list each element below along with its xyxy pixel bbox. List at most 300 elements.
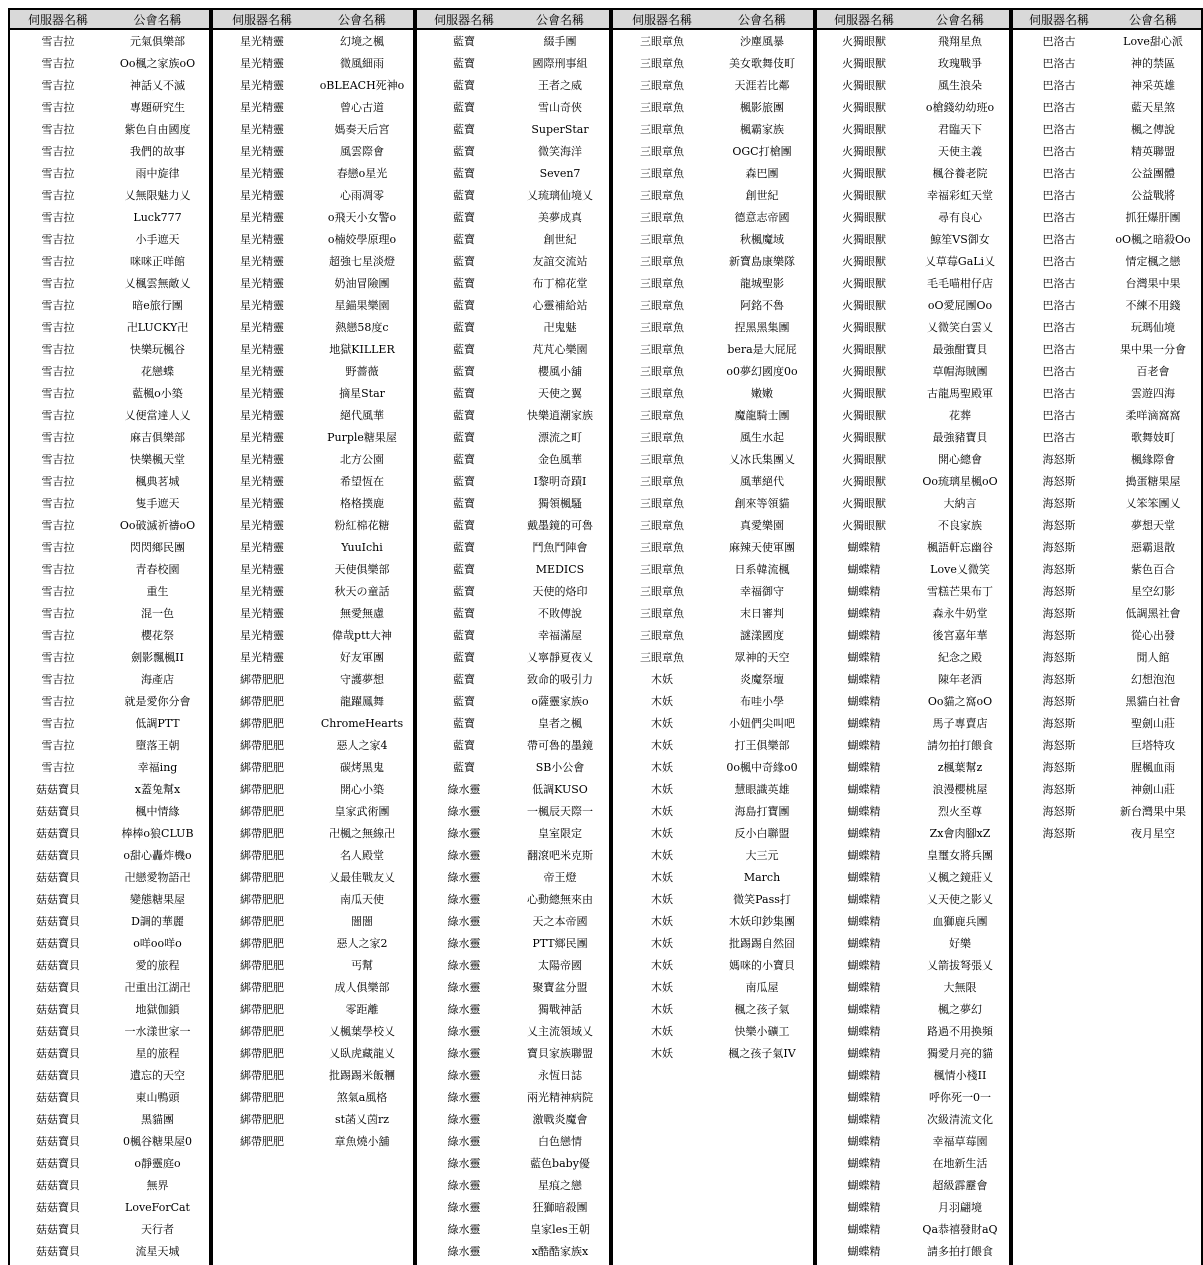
guild-name-cell: 次級清流文化 [927,1113,993,1126]
table-row [613,844,813,866]
guild-name-cell: 無界 [146,1179,169,1192]
guild-name-cell: 情定楓之戀 [1125,255,1181,268]
guild-name-cell: 國際刑事組 [532,57,588,70]
table-row [1013,52,1201,74]
table-row [417,822,609,844]
guild-name-cell: 乂草莓GaLi乂 [924,255,996,268]
server-name-cell: 藍寶 [453,79,475,92]
guild-name-cell: 帶可魯的墨鏡 [527,739,593,752]
server-name-cell: 綁帶肥肥 [240,959,284,972]
table-row [817,1042,1009,1064]
guild-name-cell: 海島打寶團 [734,805,790,818]
guild-name-cell: 天行者 [141,1223,174,1236]
table-header [613,8,813,30]
server-name-cell: 星光精靈 [240,497,284,510]
guild-name-cell: 章魚燒小舖 [334,1135,390,1148]
table-header [213,8,413,30]
server-name-cell: 火獨眼獸 [842,79,886,92]
table-group [8,8,211,1265]
guild-name-cell: 戴墨鏡的可魯 [527,519,593,532]
server-name-cell: 菇菇寶貝 [36,915,80,928]
table-row [10,536,209,558]
server-name-cell: 菇菇寶貝 [36,981,80,994]
table-row [417,690,609,712]
server-name-cell: 蝴蝶精 [847,1201,881,1214]
guild-name-cell: 紀念之殿 [938,651,982,664]
table-row [1013,536,1201,558]
guild-name-cell: 櫻花祭 [141,629,174,642]
table-row [417,206,609,228]
table-row [1013,250,1201,272]
guild-name-cell: 春戀o星光 [336,167,388,180]
table-row [613,96,813,118]
server-name-cell: 星光精靈 [240,35,284,48]
table-row [417,294,609,316]
server-name-cell: 藍寶 [453,431,475,444]
server-name-cell: 三眼章魚 [640,431,684,444]
server-name-cell: 綠水靈 [447,783,481,796]
guild-name-cell: 黑貓團 [141,1113,174,1126]
guild-name-cell: 麻辣天使軍團 [729,541,795,554]
table-row [817,822,1009,844]
guild-name-cell: 花葬 [949,409,971,422]
table-row [817,228,1009,250]
guild-name-cell: 致命的吸引力 [527,673,593,686]
table-row [10,910,209,932]
server-name-cell: 星光精靈 [240,387,284,400]
guild-name-cell: 捏黑黑集團 [734,321,790,334]
server-name-cell: 藍寶 [453,255,475,268]
table-row [817,646,1009,668]
server-name-cell: 三眼章魚 [640,343,684,356]
guild-name-cell: 毛毛喵柑仔店 [927,277,993,290]
server-name-cell: 三眼章魚 [640,629,684,642]
guild-name-cell: 大三元 [745,849,779,862]
table-row [10,954,209,976]
guild-name-cell: 楓之傳說 [1131,123,1175,136]
server-name-cell: 藍寶 [453,189,475,202]
server-name-cell: 火獨眼獸 [842,145,886,158]
server-name-cell: 木妖 [651,1047,673,1060]
server-name-cell: 火獨眼獸 [842,497,886,510]
server-name-cell: 藍寶 [453,343,475,356]
server-name-cell: 藍寶 [453,607,475,620]
guild-name-cell: 南瓜屋 [745,981,779,994]
table-row [417,844,609,866]
table-row [10,888,209,910]
server-name-cell: 星光精靈 [240,277,284,290]
server-name-cell: 綁帶肥肥 [240,871,284,884]
server-name-cell: 海怒斯 [1042,695,1076,708]
table-row [10,492,209,514]
server-name-cell: 菇菇寶貝 [36,1047,80,1060]
guild-name-cell: 乂琉璃仙境乂 [527,189,593,202]
guild-name-cell: 楓典茗城 [135,475,180,488]
table-row [213,1020,413,1042]
table-row [613,822,813,844]
guild-name-cell: 重生 [146,585,169,598]
server-name-cell: 星光精靈 [240,541,284,554]
table-row [417,1218,609,1240]
table-row [613,998,813,1020]
server-name-cell: 火獨眼獸 [842,431,886,444]
server-name-cell: 蝴蝶精 [847,1135,881,1148]
server-name-cell: 綁帶肥肥 [240,673,284,686]
guild-name-cell: 快樂小礦工 [734,1025,790,1038]
table-row [213,1042,413,1064]
table-row [817,1064,1009,1086]
guild-name-cell: o槍錢幼幼班o [925,101,995,114]
guild-name-cell: 月羽翩境 [938,1201,982,1214]
server-name-cell: 木妖 [651,673,673,686]
server-name-cell: 巴洛古 [1042,101,1076,114]
guild-name-cell: 天使的烙印 [532,585,588,598]
table-row [613,338,813,360]
table-row [817,756,1009,778]
server-name-cell: 藍寶 [453,497,475,510]
table-row [817,448,1009,470]
guild-name-cell: Qa恭禧發財aQ [922,1223,998,1236]
table-row [417,602,609,624]
table-row [817,734,1009,756]
table-row [213,360,413,382]
guild-name-cell: March [743,870,781,884]
server-name-cell: 火獨眼獸 [842,343,886,356]
guild-name-cell: 歌舞妓町 [1131,431,1175,444]
guild-name-cell: 創世紀 [543,233,577,246]
table-row [417,1196,609,1218]
server-name-cell: 綠水靈 [447,1223,481,1236]
guild-name-cell: 快樂楓天堂 [130,453,185,466]
guild-name-cell: 碳烤黑鬼 [340,761,384,774]
guild-name-cell: 好樂 [949,937,971,950]
table-row [417,778,609,800]
table-row [213,998,413,1020]
server-name-cell: 藍寶 [453,35,475,48]
server-name-cell: 火獨眼獸 [842,35,886,48]
server-name-cell: 星光精靈 [240,233,284,246]
server-name-cell: 木妖 [651,805,673,818]
table-group [611,8,815,1265]
guild-name-cell: 星錨果樂園 [334,299,390,312]
guild-name-cell: 雪山奇俠 [538,101,582,114]
table-row [817,536,1009,558]
table-row [417,338,609,360]
table-row [817,866,1009,888]
table-row [10,74,209,96]
server-name-cell: 綠水靈 [447,1069,481,1082]
server-name-cell: 三眼章魚 [640,409,684,422]
server-name-cell: 綁帶肥肥 [240,805,284,818]
table-row [1013,272,1201,294]
guild-name-cell: PTT鄉民團 [532,937,588,950]
server-name-cell: 菇菇寶貝 [36,805,80,818]
server-name-cell: 藍寶 [453,277,475,290]
guild-name-cell: Oo貓之窩oO [927,695,993,708]
table-row [817,184,1009,206]
guild-name-cell: 嫩嫩 [751,387,773,400]
table-row [1013,96,1201,118]
guild-name-cell: 0o楓中奇緣o0 [726,761,798,774]
server-name-cell: 雪吉拉 [41,189,75,202]
guild-name-cell: 古龍馬聖殿軍 [927,387,993,400]
guild-name-cell: 乂最佳戰友乂 [329,871,395,884]
table-row [10,1064,209,1086]
table-row [10,998,209,1020]
server-name-cell: 巴洛古 [1042,35,1076,48]
table-row [613,426,813,448]
server-name-cell: 蝴蝶精 [847,805,881,818]
server-name-cell: 藍寶 [453,739,475,752]
server-name-cell: 巴洛古 [1042,409,1076,422]
server-name-cell: 菇菇寶貝 [36,1179,80,1192]
server-name-cell: 三眼章魚 [640,57,684,70]
server-name-cell: 綠水靈 [447,871,481,884]
table-row [213,1108,413,1130]
guild-name-cell: Zx會肉腳xZ [929,827,991,840]
server-name-cell: 木妖 [651,1025,673,1038]
table-row [213,800,413,822]
server-name-cell: 火獨眼獸 [842,101,886,114]
table-row [213,382,413,404]
server-name-cell: 雪吉拉 [41,497,75,510]
server-name-cell: 蝴蝶精 [847,695,881,708]
guild-name-cell: 王者之威 [538,79,582,92]
table-row [817,118,1009,140]
server-name-cell: 蝴蝶精 [847,739,881,752]
table-row [817,140,1009,162]
guild-name-cell: 天使之翼 [538,387,582,400]
table-row [10,580,209,602]
guild-name-cell: 夜月星空 [1131,827,1175,840]
table-row [10,1218,209,1240]
server-name-cell: 蝴蝶精 [847,1069,881,1082]
guild-name-cell: 綴手團 [543,35,577,48]
guild-name-cell: 絕代風華 [340,409,384,422]
server-name-cell: 菇菇寶貝 [36,1223,80,1236]
guild-name-cell: 森永牛奶堂 [932,607,988,620]
table-row [417,580,609,602]
guild-name-cell: 卍戀愛物語卍 [124,871,191,884]
guild-name-cell: 地獄KILLER [329,343,395,356]
table-row [417,140,609,162]
server-name-cell: 蝴蝶精 [847,1113,881,1126]
server-name-cell: 巴洛古 [1042,255,1076,268]
server-name-cell: 雪吉拉 [41,211,75,224]
table-row [417,1240,609,1262]
guild-name-cell: 眾神的天空 [734,651,790,664]
server-name-cell: 雪吉拉 [41,123,75,136]
table-row [213,580,413,602]
server-name-cell: 星光精靈 [240,475,284,488]
guild-name-cell: 精英聯盟 [1131,145,1175,158]
table-row [213,558,413,580]
server-name-cell: 木妖 [651,915,673,928]
server-name-cell: 星光精靈 [240,57,284,70]
server-name-cell: 木妖 [651,981,673,994]
guild-name-cell: 友誼交流站 [532,255,588,268]
guild-name-cell: 新寶島康樂隊 [729,255,795,268]
table-row [213,866,413,888]
guild-name-cell: 偉哉ptt大神 [332,629,392,642]
guild-name-cell: 皇家les王朝 [530,1223,590,1236]
table-row [613,580,813,602]
server-name-cell: 綁帶肥肥 [240,893,284,906]
guild-name-cell: 天使主義 [938,145,982,158]
guild-name-cell: 丐幫 [351,959,373,972]
server-name-cell: 火獨眼獸 [842,365,886,378]
server-name-cell: 海怒斯 [1042,475,1076,488]
server-name-cell: 海怒斯 [1042,497,1076,510]
guild-name-cell: 最強酣寶貝 [932,343,988,356]
server-name-cell: 菇菇寶貝 [36,783,80,796]
guild-name-cell: 風華絕代 [740,475,784,488]
table-row [817,470,1009,492]
table-row [613,382,813,404]
table-row [417,272,609,294]
table-row [10,932,209,954]
guild-name-cell: 反小白聯盟 [734,827,790,840]
server-name-cell: 星光精靈 [240,321,284,334]
guild-name-cell: 漂流之町 [538,431,582,444]
server-name-cell: 星光精靈 [240,431,284,444]
guild-name-cell: 卍鬼魅 [543,321,577,334]
table-row [613,976,813,998]
server-name-cell: 三眼章魚 [640,35,684,48]
table-row [417,536,609,558]
guild-name-cell: Luck777 [133,210,182,224]
table-row [10,140,209,162]
guild-name-cell: z楓葉幫z [937,761,983,774]
server-name-cell: 蝴蝶精 [847,959,881,972]
server-name-cell: 雪吉拉 [41,277,75,290]
guild-name-cell: 元氣俱樂部 [130,35,185,48]
server-name-cell: 火獨眼獸 [842,255,886,268]
guild-name-cell: bera是大屁屁 [727,343,797,356]
guild-name-cell: 神話乂不滅 [130,79,185,92]
server-name-cell: 雪吉拉 [41,167,75,180]
server-name-cell: 蝴蝶精 [847,1091,881,1104]
guild-name-cell: 乂寧靜夏夜乂 [527,651,593,664]
guild-name-cell: 布哇小學 [740,695,784,708]
server-name-cell: 三眼章魚 [640,167,684,180]
guild-name-cell: 無愛無慮 [340,607,384,620]
table-row [10,1240,209,1262]
guild-name-cell: 惡霸退散 [1131,541,1175,554]
guild-name-cell: 熱戀58度c [335,321,389,334]
server-name-cell: 巴洛古 [1042,299,1076,312]
table-row [213,30,413,52]
table-row [213,52,413,74]
server-name-cell: 巴洛古 [1042,189,1076,202]
header-guild-name: 公會名稱 [1128,12,1177,27]
server-name-cell: 綠水靈 [447,1179,481,1192]
table-row [417,624,609,646]
server-name-cell: 木妖 [651,827,673,840]
table-row [613,800,813,822]
server-name-cell: 三眼章魚 [640,321,684,334]
server-name-cell: 綁帶肥肥 [240,849,284,862]
guild-name-cell: 雪糕芒果布丁 [927,585,993,598]
guild-name-cell: 青春校園 [135,563,180,576]
server-name-cell: 三眼章魚 [640,475,684,488]
server-name-cell: 雪吉拉 [41,431,75,444]
guild-name-cell: 天之本帝國 [532,915,588,928]
guild-name-cell: 芃芃心樂園 [532,343,588,356]
guild-name-cell: 快樂玩楓谷 [130,343,185,356]
table-row [10,800,209,822]
table-row [213,646,413,668]
server-name-cell: 蝴蝶精 [847,1025,881,1038]
table-row [417,184,609,206]
server-name-cell: 雪吉拉 [41,673,75,686]
guild-name-cell: 獨戰神話 [538,1003,582,1016]
guild-name-cell: 心靈補給站 [532,299,588,312]
table-row [1013,382,1201,404]
table-row [10,250,209,272]
server-name-cell: 菇菇寶貝 [36,1025,80,1038]
server-name-cell: 雪吉拉 [41,79,75,92]
guild-name-cell: 不敗傳說 [538,607,582,620]
server-name-cell: 巴洛古 [1042,277,1076,290]
guild-name-cell: 日系韓流楓 [734,563,790,576]
server-name-cell: 蝴蝶精 [847,1003,881,1016]
guild-name-cell: 路過不用換頻 [927,1025,993,1038]
server-name-cell: 海怒斯 [1042,827,1076,840]
guild-name-cell: 變態糖果屋 [130,893,185,906]
table-row [417,1130,609,1152]
server-name-cell: 三眼章魚 [640,123,684,136]
table-row [817,162,1009,184]
server-name-cell: 菇菇寶貝 [36,1003,80,1016]
guild-name-cell: 真愛樂園 [740,519,784,532]
table-row [417,1152,609,1174]
table-row [817,558,1009,580]
server-name-cell: 蝴蝶精 [847,937,881,950]
table-row [1013,514,1201,536]
guild-name-cell: 心雨凋零 [340,189,384,202]
guild-name-cell: 一水漾世家一 [124,1025,191,1038]
server-name-cell: 星光精靈 [240,255,284,268]
guild-name-cell: 創世紀 [745,189,779,202]
server-name-cell: 火獨眼獸 [842,277,886,290]
table-row [817,426,1009,448]
guild-name-cell: 皇者之楓 [538,717,582,730]
table-row [613,668,813,690]
server-name-cell: 藍寶 [453,695,475,708]
table-row [213,1086,413,1108]
server-name-cell: 雪吉拉 [41,585,75,598]
table-row [613,1042,813,1064]
server-name-cell: 蝴蝶精 [847,673,881,686]
table-row [213,228,413,250]
guild-name-cell: Seven7 [539,166,581,180]
guild-name-cell: x酷酷家族x [531,1245,589,1258]
server-name-cell: 星光精靈 [240,563,284,576]
guild-name-cell: o楠姣學原理o [327,233,397,246]
guild-name-cell: 幸福草莓園 [932,1135,988,1148]
guild-name-cell: 風生浪朵 [938,79,982,92]
guild-name-cell: 巨塔特攻 [1131,739,1175,752]
server-name-cell: 雪吉拉 [41,343,75,356]
table-row [817,30,1009,52]
server-name-cell: 菇菇寶貝 [36,1201,80,1214]
header-guild-name: 公會名稱 [535,12,584,27]
table-row [10,360,209,382]
server-name-cell: 藍寶 [453,717,475,730]
table-row [613,646,813,668]
server-name-cell: 藍寶 [453,123,475,136]
